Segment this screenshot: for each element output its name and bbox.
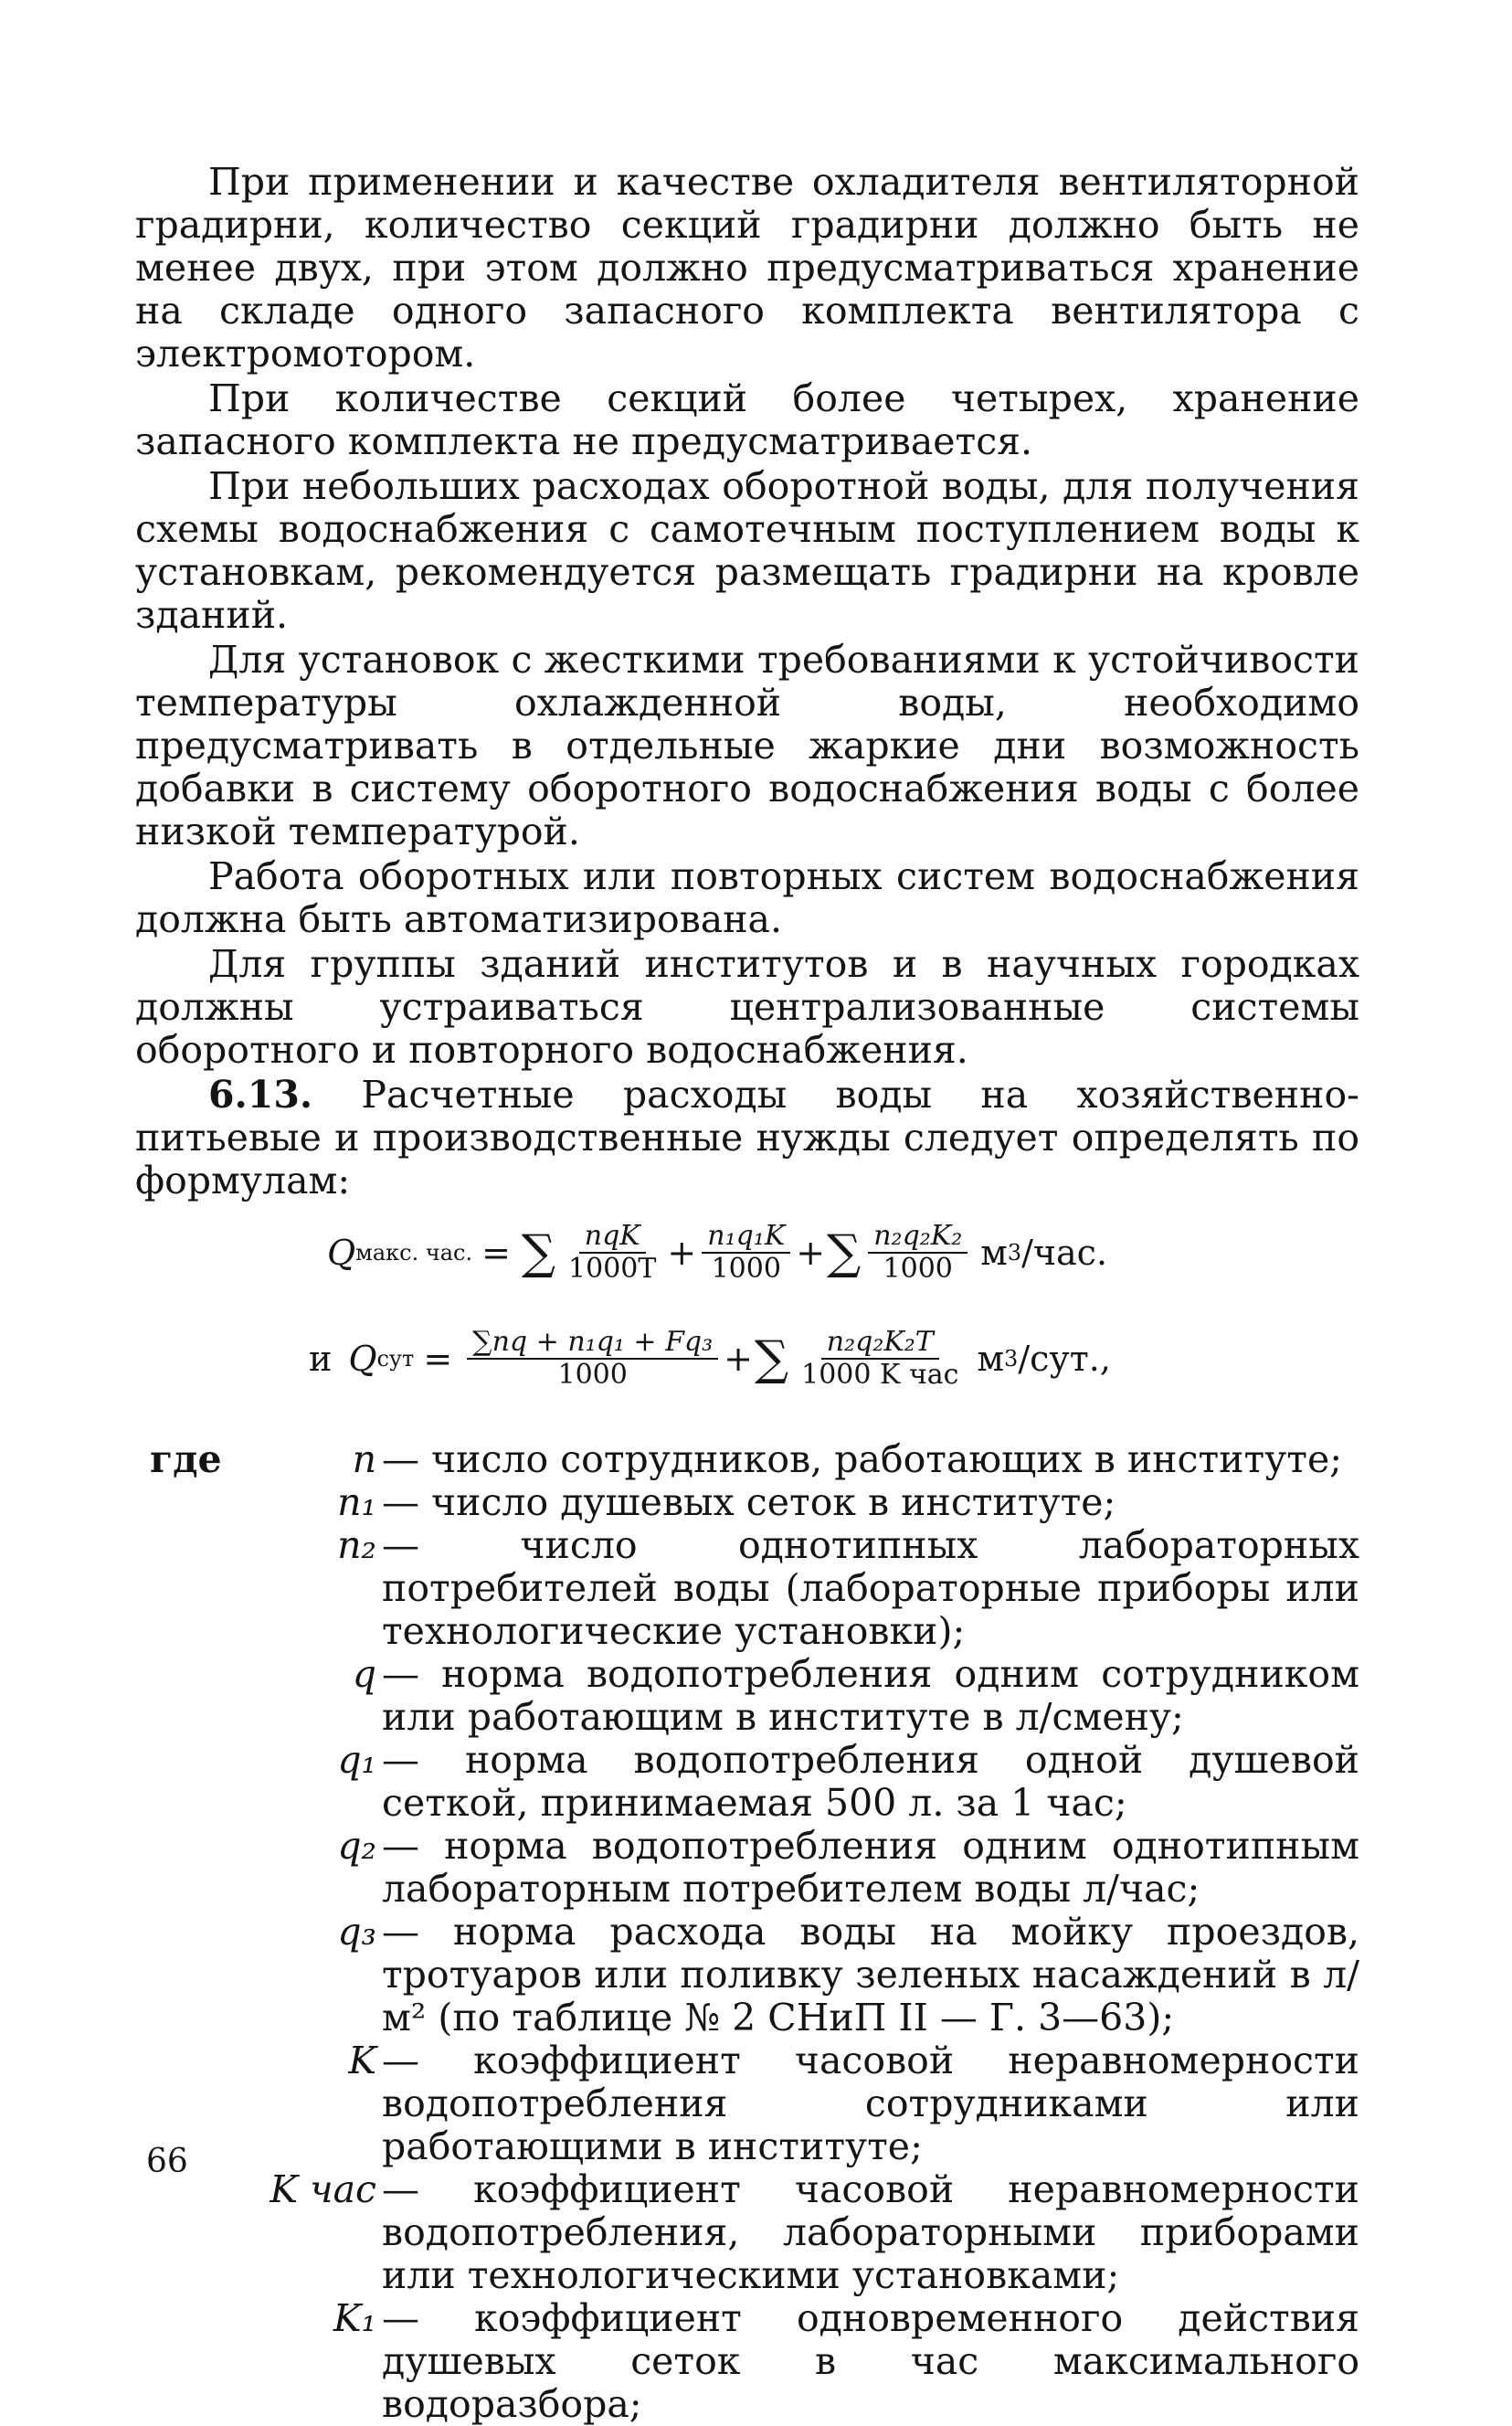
- definition-text: — коэффициент одновременного действия душевых сеток в час максимального водоразбора;: [382, 2296, 1359, 2426]
- formula1-f2-den: 1000: [711, 1253, 781, 1285]
- definition-item: [135, 2297, 1359, 2426]
- formula1-unit-sup: 3: [1007, 1239, 1022, 1266]
- definition-text: — норма водопотребления одной душевой сеткой, принимаемая 500 л. за 1 час;: [382, 1738, 1359, 1825]
- formula2-f2-num: n₂q₂K₂T: [821, 1327, 939, 1360]
- page-number: 66: [146, 2143, 188, 2180]
- definition-item: [135, 1739, 1359, 1825]
- formula2-fraction-2: [796, 1327, 964, 1391]
- formula1-f3-den: 1000: [883, 1253, 953, 1285]
- definition-text: — коэффициент часовой неравномерности водопотребления сотрудниками или работающими в институте;: [382, 2039, 1359, 2168]
- where-label: где: [150, 1437, 222, 1481]
- definition-symbol: q₃: [337, 1910, 376, 1954]
- definition-symbol: n: [352, 1437, 376, 1481]
- formula2-f1-num: ∑nq + n₁q₁ + Fq₃: [467, 1327, 718, 1360]
- definition-item: [135, 1653, 1359, 1739]
- definition-item: [135, 2039, 1359, 2168]
- definition-symbol: n₁: [337, 1480, 376, 1524]
- formula2-sum: ∑: [755, 1330, 789, 1386]
- paragraph-2: При количестве секций более четырех, хранение запасного комплекта не предусматривается.: [135, 376, 1359, 463]
- formula2-f2-den: 1000 K час: [801, 1359, 959, 1391]
- paragraph-1: При применении и качестве охладителя вентиляторной градирни, количество секций градирни должно быть не менее двух, при этом должно предусматриваться хранение на складе одного запасного комплекта вентилятора с электромотором.: [135, 160, 1359, 376]
- definition-symbol: q: [352, 1652, 376, 1696]
- formulas-block: [135, 1217, 1359, 1429]
- formula1-plus-2: +: [796, 1232, 826, 1273]
- formula2-fraction-1: [467, 1327, 718, 1391]
- definition-symbol: K час: [270, 2167, 376, 2211]
- definition-item: [135, 1481, 1359, 1524]
- formula1-fraction-3: [868, 1221, 967, 1285]
- formula2-f1-den: 1000: [557, 1359, 628, 1391]
- definitions-list: [135, 1438, 1359, 2426]
- formula2-eq: =: [423, 1338, 453, 1379]
- formula2-unit-tail: /сут.,: [1018, 1338, 1111, 1379]
- formula2-lhs: Q: [348, 1338, 377, 1379]
- formula1-eq: =: [481, 1232, 511, 1273]
- definition-text: — норма расхода воды на мойку проездов, тротуаров или поливку зеленых насаждений в л/м² (по таблице № 2 СНиП II — Г. 3—63);: [382, 1910, 1359, 2039]
- formula1-fraction-2: [702, 1221, 790, 1285]
- formula-max-hourly: [327, 1221, 1107, 1285]
- paragraph-4: Для установок с жесткими требованиями к устойчивости температуры охлажденной воды, необходимо предусматривать в отдельные жаркие дни возможность добавки в систему оборотного водоснабжения воды с более низкой температурой.: [135, 638, 1359, 853]
- formula2-lhs-sub: сут: [376, 1345, 415, 1372]
- definition-text: — норма водопотребления одним однотипным лабораторным потребителем воды л/час;: [382, 1824, 1359, 1911]
- section-number: 6.13.: [208, 1073, 313, 1117]
- section-text: Расчетные расходы воды на хозяйственно-питьевые и производственные нужды следует определять по формулам:: [135, 1073, 1359, 1202]
- definition-item: [135, 1911, 1359, 2039]
- formula1-f1-den: 1000T: [568, 1253, 657, 1285]
- formula1-lhs-sub: макс. час.: [355, 1239, 473, 1266]
- formula-daily: [309, 1327, 1111, 1391]
- formula1-unit-tail: /час.: [1021, 1232, 1108, 1273]
- formula2-unit-sup: 3: [1004, 1345, 1019, 1372]
- definition-text: — норма водопотребления одним сотрудником или работающим в институте в л/смену;: [382, 1652, 1359, 1739]
- formula1-unit: м: [980, 1232, 1008, 1273]
- paragraph-5: Работа оборотных или повторных систем водоснабжения должна быть автоматизирована.: [135, 854, 1359, 941]
- formula2-conj: и: [309, 1338, 333, 1379]
- formula1-f3-num: n₂q₂K₂: [868, 1221, 967, 1254]
- definition-item: [135, 1524, 1359, 1653]
- formula1-fraction-1: [563, 1221, 661, 1285]
- definition-text: — коэффициент часовой неравномерности водопотребления, лабораторными приборами или технологическими установками;: [382, 2167, 1359, 2297]
- definition-item: [135, 1438, 1359, 1481]
- definition-symbol: n₂: [337, 1523, 376, 1567]
- formula1-lhs: Q: [327, 1232, 356, 1273]
- definition-text: — число душевых сеток в институте;: [382, 1480, 1116, 1524]
- paragraph-6: Для группы зданий институтов и в научных городках должны устраиваться централизованные системы оборотного и повторного водоснабжения.: [135, 942, 1359, 1072]
- definition-symbol: q₁: [337, 1738, 376, 1782]
- formula1-f2-num: n₁q₁K: [702, 1221, 790, 1254]
- section-paragraph: [135, 1074, 1359, 1202]
- formula2-plus: +: [724, 1338, 753, 1379]
- formula1-sum-2: ∑: [827, 1224, 862, 1280]
- definition-symbol: q₂: [337, 1824, 376, 1868]
- page-body: [135, 161, 1359, 2426]
- formula2-unit: м: [977, 1338, 1005, 1379]
- definition-symbol: K: [348, 2039, 376, 2082]
- definition-text: — число сотрудников, работающих в институте;: [382, 1437, 1343, 1481]
- formula1-f1-num: nqK: [579, 1221, 646, 1254]
- definition-symbol: K₁: [333, 2296, 376, 2340]
- definition-item: [135, 1825, 1359, 1911]
- formula1-plus-1: +: [667, 1232, 697, 1273]
- definition-text: — число однотипных лабораторных потребителей воды (лабораторные приборы или технологические установки);: [382, 1523, 1359, 1653]
- paragraph-3: При небольших расходах оборотной воды, для получения схемы водоснабжения с самотечным поступлением воды к установкам, рекомендуется размещать градирни на кровле зданий.: [135, 464, 1359, 637]
- formula1-sum-1: ∑: [521, 1224, 556, 1280]
- definition-item: [135, 2168, 1359, 2297]
